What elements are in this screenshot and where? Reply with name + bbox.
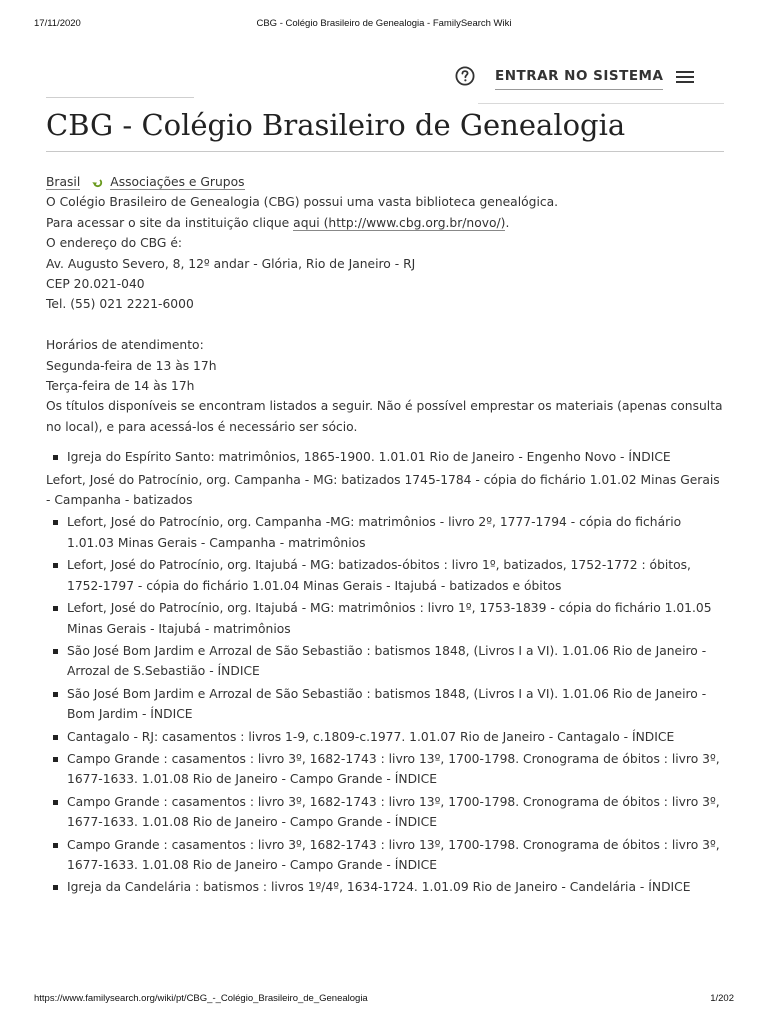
- print-url: https://www.familysearch.org/wiki/pt/CBG_-_Colégio_Brasileiro_de_Genealogia: [34, 993, 368, 1004]
- catalog-note: Os títulos disponíveis se encontram listados a seguir. Não é possível emprestar os materiais (apenas consulta no local), e para acessá-los é necessário ser sócio.: [46, 399, 723, 434]
- breadcrumb: [46, 172, 726, 192]
- article-content: [46, 172, 726, 900]
- print-footer: [34, 993, 734, 1007]
- cbg-site-link[interactable]: aqui (http://www.cbg.org.br/novo/): [293, 215, 506, 230]
- print-page-title: CBG - Colégio Brasileiro de Genealogia - FamilySearch Wiki: [256, 18, 512, 29]
- title-list-first: [46, 447, 726, 467]
- list-item: Igreja da Candelária : batismos : livros 1º/4º, 1634-1724. 1.01.09 Rio de Janeiro - Candelária - ÍNDICE: [67, 877, 726, 897]
- sign-in-button[interactable]: ENTRAR NO SISTEMA: [495, 68, 663, 90]
- page-title: CBG - Colégio Brasileiro de Genealogia: [46, 108, 626, 142]
- hours-label: Horários de atendimento:: [46, 338, 204, 353]
- top-navigation-bar: [46, 64, 724, 104]
- intro-line: O Colégio Brasileiro de Genealogia (CBG) possui uma vasta biblioteca genealógica.: [46, 195, 559, 210]
- address-label: O endereço do CBG é:: [46, 236, 183, 251]
- list-item: Lefort, José do Patrocínio, org. Itajubá - MG: batizados-óbitos : livro 1º, batizados, 1752-1772 : óbitos, 1752-1797 - cópia do fichário 1.01.04 Minas Gerais - Itajubá - batizados e óbitos: [67, 555, 726, 596]
- breadcrumb-link-brasil[interactable]: Brasil: [46, 175, 81, 189]
- lefort-campanha-paragraph: Lefort, José do Patrocínio, org. Campanha - MG: batizados 1745-1784 - cópia do fichário 1.01.02 Minas Gerais - Campanha - batizados: [46, 472, 720, 508]
- question-circle-icon[interactable]: [455, 66, 475, 86]
- print-header: [34, 18, 734, 32]
- list-item: Campo Grande : casamentos : livro 3º, 1682-1743 : livro 13º, 1700-1798. Cronograma de óbitos : livro 3º, 1677-1633. 1.01.08 Rio de Janeiro - Campo Grande - ÍNDICE: [67, 792, 726, 833]
- hours-tuesday: Terça-feira de 14 às 17h: [46, 379, 195, 394]
- site-access-text: Para acessar o site da instituição clique: [46, 215, 294, 230]
- breadcrumb-link-associacoes[interactable]: Associações e Grupos: [110, 175, 245, 189]
- logo-divider: [46, 97, 194, 98]
- hours-monday: Segunda-feira de 13 às 17h: [46, 358, 217, 373]
- cep-text: CEP 20.021-040: [46, 277, 145, 292]
- list-item: Lefort, José do Patrocínio, org. Itajubá - MG: matrimônios : livro 1º, 1753-1839 - cópia do fichário 1.01.05 Minas Gerais - Itajubá - matrimônios: [67, 598, 726, 639]
- list-item: Campo Grande : casamentos : livro 3º, 1682-1743 : livro 13º, 1700-1798. Cronograma de óbitos : livro 3º, 1677-1633. 1.01.08 Rio de Janeiro - Campo Grande - ÍNDICE: [67, 835, 726, 876]
- list-item: São José Bom Jardim e Arrozal de São Sebastião : batismos 1848, (Livros I a VI). 1.01.06 Rio de Janeiro - Arrozal de S.Sebastião - ÍNDICE: [67, 641, 726, 682]
- return-arrow-icon: [90, 178, 104, 188]
- title-divider: [46, 151, 724, 152]
- phone-text: Tel. (55) 021 2221-6000: [46, 297, 194, 312]
- site-access-line: [46, 213, 726, 233]
- print-page-number: 1/202: [710, 993, 734, 1004]
- list-item: Campo Grande : casamentos : livro 3º, 1682-1743 : livro 13º, 1700-1798. Cronograma de óbitos : livro 3º, 1677-1633. 1.01.08 Rio de Janeiro - Campo Grande - ÍNDICE: [67, 749, 726, 790]
- list-item: Lefort, José do Patrocínio, org. Campanha -MG: matrimônios - livro 2º, 1777-1794 - cópia do fichário 1.01.03 Minas Gerais - Campanha - matrimônios: [67, 512, 726, 553]
- print-date: 17/11/2020: [34, 18, 81, 29]
- list-item: Cantagalo - RJ: casamentos : livros 1-9, c.1809-c.1977. 1.01.07 Rio de Janeiro - Cantagalo - ÍNDICE: [67, 727, 726, 747]
- list-item: Igreja do Espírito Santo: matrimônios, 1865-1900. 1.01.01 Rio de Janeiro - Engenho Novo - ÍNDICE: [67, 447, 726, 467]
- hamburger-menu-icon[interactable]: [676, 70, 694, 84]
- address-text: Av. Augusto Severo, 8, 12º andar - Glória, Rio de Janeiro - RJ: [46, 256, 416, 271]
- list-item: São José Bom Jardim e Arrozal de São Sebastião : batismos 1848, (Livros I a VI). 1.01.06 Rio de Janeiro - Bom Jardim - ÍNDICE: [67, 684, 726, 725]
- title-list-second: [46, 512, 726, 897]
- site-access-end: .: [505, 215, 510, 230]
- spacer: [46, 315, 726, 335]
- header-divider: [478, 103, 724, 104]
